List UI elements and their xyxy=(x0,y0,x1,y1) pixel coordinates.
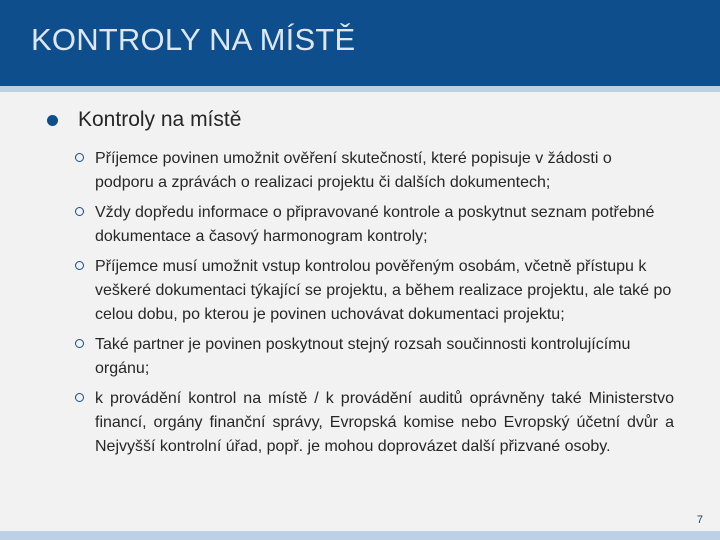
sub-bullet-text: Příjemce musí umožnit vstup kontrolou pověřeným osobám, včetně přístupu k veškeré dokumentaci týkající se projektu, a během realizace projektu, ale také po celou dobu, po kterou je povinen uchovávat dokumentaci projektu; xyxy=(95,258,672,323)
sub-bullet-item xyxy=(74,333,674,381)
hollow-circle-bullet-icon xyxy=(75,261,84,270)
sub-bullet-text: k provádění kontrol na místě / k provádění auditů oprávněny také Ministerstvo financí, orgány finanční správy, Evropská komise nebo Evropský účetní dvůr a Nejvyšší kontrolní úřad, popř. je mohou doprovázet další přizvané osoby. xyxy=(95,390,674,455)
slide-title: KONTROLY NA MÍSTĚ xyxy=(31,22,356,57)
sub-bullet-item xyxy=(74,147,674,195)
sub-bullet-item xyxy=(74,255,674,327)
level1-bullet-item xyxy=(47,108,241,132)
level1-bullet-text: Kontroly na místě xyxy=(78,108,242,131)
hollow-circle-bullet-icon xyxy=(75,153,84,162)
footer-bar xyxy=(0,531,720,540)
slide-header xyxy=(0,0,720,92)
hollow-circle-bullet-icon xyxy=(75,207,84,216)
sub-bullet-text: Příjemce povinen umožnit ověření skutečností, které popisuje v žádosti o podporu a zprávách o realizaci projektu či dalších dokumentech; xyxy=(95,150,612,191)
sub-bullet-list xyxy=(74,147,674,465)
slide-body xyxy=(0,92,720,540)
sub-bullet-item xyxy=(74,387,674,459)
hollow-circle-bullet-icon xyxy=(75,339,84,348)
page-number: 7 xyxy=(696,514,703,526)
sub-bullet-item xyxy=(74,201,674,249)
sub-bullet-text: Také partner je povinen poskytnout stejný rozsah součinnosti kontrolujícímu orgánu; xyxy=(95,336,631,377)
filled-circle-bullet-icon xyxy=(47,115,58,126)
sub-bullet-text: Vždy dopředu informace o připravované kontrole a poskytnut seznam potřebné dokumentace a časový harmonogram kontroly; xyxy=(95,204,655,245)
hollow-circle-bullet-icon xyxy=(75,393,84,402)
